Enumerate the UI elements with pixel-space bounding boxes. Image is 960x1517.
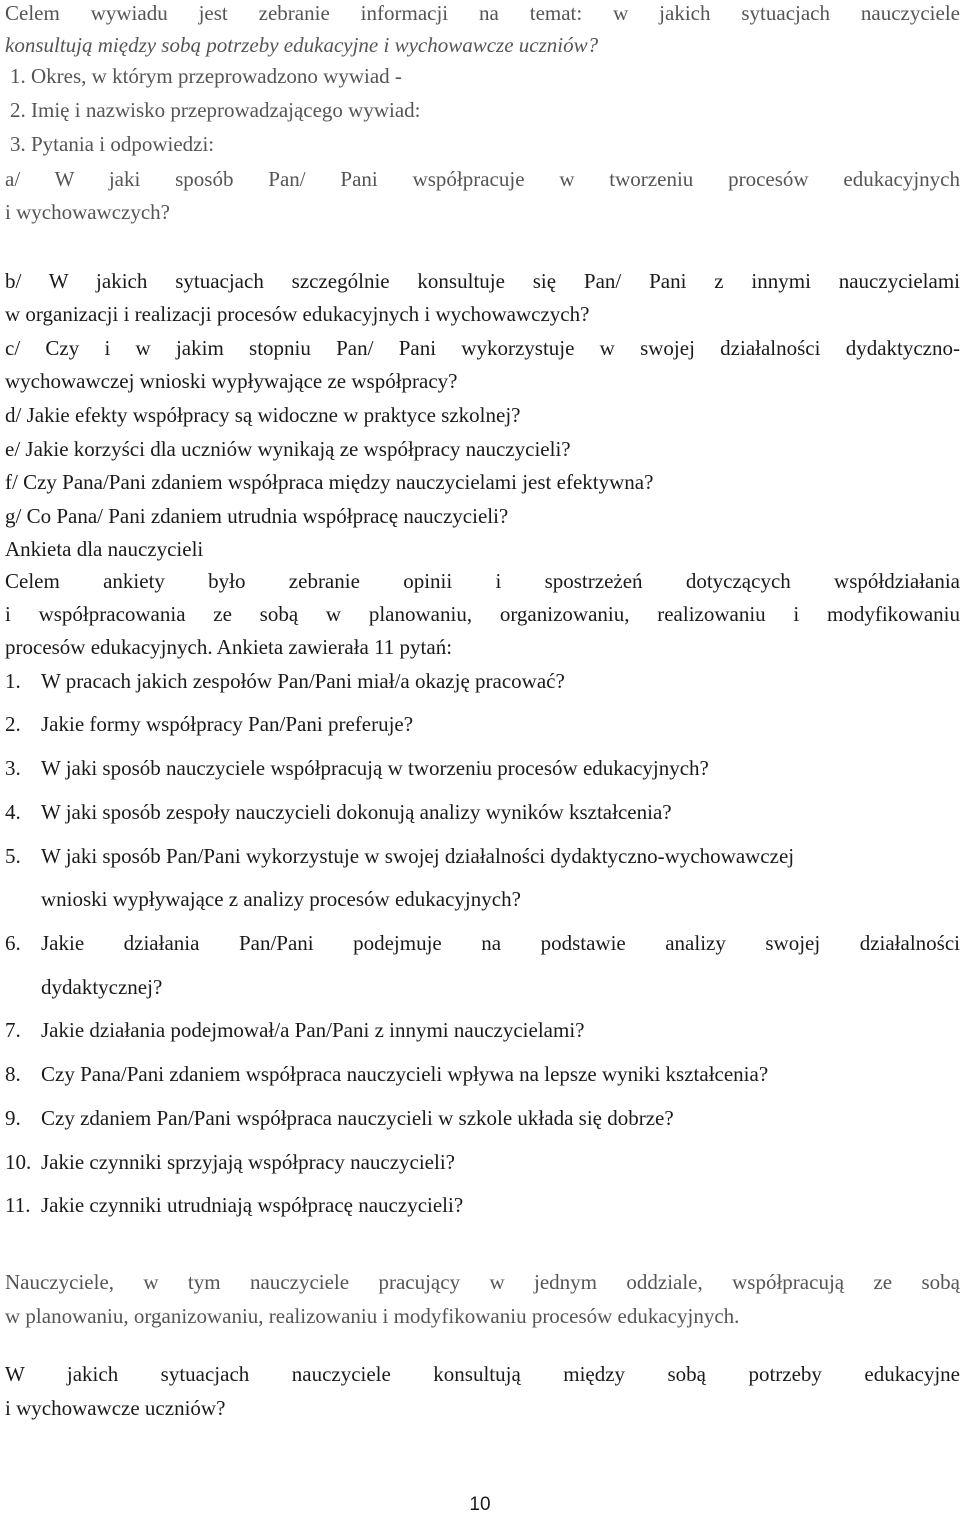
question-text: Jakie formy współpracy Pan/Pani preferuje? xyxy=(41,712,414,736)
question-a-line-2: i wychowawczych? xyxy=(5,200,171,224)
question-text: Jakie działania Pan/Pani podejmuje na podstawie analizy swojej działalności xyxy=(41,931,960,955)
question-c-line-2: wychowawczej wnioski wypływające ze współpracy? xyxy=(5,369,458,393)
survey-heading: Ankieta dla nauczycieli xyxy=(5,537,204,561)
survey-question xyxy=(5,1192,463,1218)
question-text-continuation: wnioski wypływające z analizy procesów edukacyjnych? xyxy=(41,887,521,911)
question-text: W pracach jakich zespołów Pan/Pani miał/a okazję pracować? xyxy=(41,669,565,693)
question-text: W jaki sposób zespoły nauczycieli dokonują analizy wyników kształcenia? xyxy=(41,800,672,824)
interview-item-1: 1. Okres, w którym przeprowadzono wywiad - xyxy=(10,64,402,88)
question-f: f/ Czy Pana/Pani zdaniem współpraca między nauczycielami jest efektywna? xyxy=(5,470,654,494)
question-b-line-2: w organizacji i realizacji procesów edukacyjnych i wychowawczych? xyxy=(5,302,590,326)
question-number: 10. xyxy=(5,1150,32,1174)
question-text: Jakie czynniki sprzyjają współpracy nauczycieli? xyxy=(41,1150,455,1174)
question-text-continuation: dydaktycznej? xyxy=(41,975,163,999)
survey-question xyxy=(5,1017,584,1043)
survey-question xyxy=(5,711,413,737)
interview-purpose-line-2: konsultują między sobą potrzeby edukacyjne i wychowawcze uczniów? xyxy=(5,33,599,57)
interview-item-2: 2. Imię i nazwisko przeprowadzającego wywiad: xyxy=(10,98,421,122)
survey-question xyxy=(5,930,960,956)
survey-question xyxy=(5,755,709,781)
question-number: 7. xyxy=(5,1018,21,1042)
question-a-line-1: a/ W jaki sposób Pan/ Pani współpracuje w tworzeniu procesów edukacyjnych xyxy=(5,167,960,191)
survey-purpose-line-2: i współpracowania ze sobą w planowaniu, organizowaniu, realizowaniu i modyfikowaniu xyxy=(5,602,960,626)
conclusion-line-1: Nauczyciele, w tym nauczyciele pracujący w jednym oddziale, współpracują ze sobą xyxy=(5,1270,960,1294)
question-text: W jaki sposób nauczyciele współpracują w tworzeniu procesów edukacyjnych? xyxy=(41,756,709,780)
interview-purpose-line-1: Celem wywiadu jest zebranie informacji na temat: w jakich sytuacjach nauczyciele xyxy=(5,1,960,25)
question-number: 4. xyxy=(5,800,21,824)
interview-item-3: 3. Pytania i odpowiedzi: xyxy=(10,132,215,156)
question-c-line-1: c/ Czy i w jakim stopniu Pan/ Pani wykorzystuje w swojej działalności dydaktyczno- xyxy=(5,336,960,360)
survey-question xyxy=(5,1149,455,1175)
question-number: 5. xyxy=(5,844,21,868)
question-number: 2. xyxy=(5,712,21,736)
question-text: W jaki sposób Pan/Pani wykorzystuje w swojej działalności dydaktyczno-wychowawczej xyxy=(41,844,795,868)
survey-question xyxy=(5,799,672,825)
conclusion-line-2: w planowaniu, organizowaniu, realizowaniu i modyfikowaniu procesów edukacyjnych. xyxy=(5,1304,740,1328)
survey-purpose-line-1: Celem ankiety było zebranie opinii i spostrzeżeń dotyczących współdziałania xyxy=(5,569,960,593)
page-number: 10 xyxy=(469,1494,491,1515)
survey-purpose-line-3: procesów edukacyjnych. Ankieta zawierała 11 pytań: xyxy=(5,635,453,659)
final-question-line-2: i wychowawcze uczniów? xyxy=(5,1396,226,1420)
question-text: Czy Pana/Pani zdaniem współpraca nauczycieli wpływa na lepsze wyniki kształcenia? xyxy=(41,1062,769,1086)
question-number: 9. xyxy=(5,1106,21,1130)
question-d: d/ Jakie efekty współpracy są widoczne w praktyce szkolnej? xyxy=(5,403,521,427)
survey-question xyxy=(5,1061,768,1087)
question-number: 1. xyxy=(5,669,21,693)
survey-question xyxy=(5,843,960,869)
question-e: e/ Jakie korzyści dla uczniów wynikają ze współpracy nauczycieli? xyxy=(5,437,571,461)
survey-question xyxy=(5,1105,674,1131)
question-text: Jakie działania podejmował/a Pan/Pani z innymi nauczycielami? xyxy=(41,1018,585,1042)
question-g: g/ Co Pana/ Pani zdaniem utrudnia współpracę nauczycieli? xyxy=(5,504,509,528)
final-question-line-1: W jakich sytuacjach nauczyciele konsultują między sobą potrzeby edukacyjne xyxy=(5,1362,960,1386)
question-b-line-1: b/ W jakich sytuacjach szczególnie konsultuje się Pan/ Pani z innymi nauczycielami xyxy=(5,269,960,293)
question-text: Czy zdaniem Pan/Pani współpraca nauczycieli w szkole układa się dobrze? xyxy=(41,1106,674,1130)
question-number: 11. xyxy=(5,1193,31,1217)
survey-question xyxy=(5,668,565,694)
question-number: 3. xyxy=(5,756,21,780)
question-number: 8. xyxy=(5,1062,21,1086)
question-number: 6. xyxy=(5,931,21,955)
question-text: Jakie czynniki utrudniają współpracę nauczycieli? xyxy=(41,1193,464,1217)
